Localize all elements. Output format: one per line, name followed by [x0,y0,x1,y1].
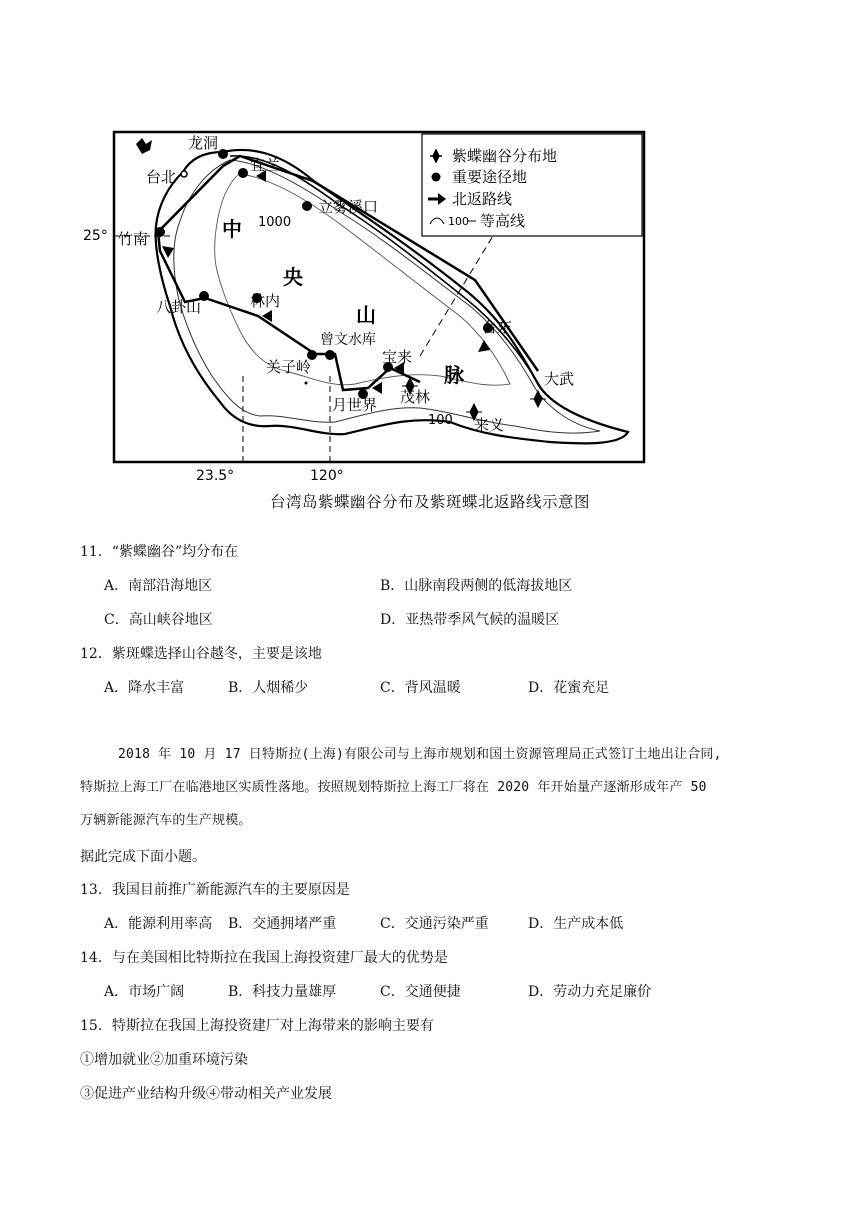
q13-option-c[interactable]: C．交通污染严重 [380,916,489,932]
range-char-2: 央 [283,265,303,289]
q11-option-d[interactable]: D．亚热带季风气候的温暖区 [380,612,560,628]
q12-option-c[interactable]: C．背风温暖 [380,680,461,696]
passage-line-3: 万辆新能源汽车的生产规模。 [80,813,252,828]
q13-option-b[interactable]: B．交通拥堵严重 [228,916,337,932]
q14-option-a[interactable]: A．市场广阔 [104,984,185,1000]
label-guanziling: 关子岭 [266,358,312,376]
passage-line-2: 特斯拉上海工厂在临港地区实质性落地。按照规划特斯拉上海工厂将在 2020 年开始量产逐渐形成年产 50 [80,780,707,795]
legend-2: 重要途径地 [452,168,528,186]
legend-4: 等高线 [480,212,526,230]
label-maolin: 茂林 [400,388,431,406]
q13-option-d[interactable]: D．生产成本低 [528,916,624,932]
legend-dot-icon [432,173,441,182]
label-baolai: 宝来 [382,348,413,366]
label-taidong: 台东 [482,318,513,336]
q13-stem: 13．我国目前推广新能源汽车的主要原因是 [80,882,350,898]
label-zhunan: 竹南 [118,230,149,248]
q11-option-c[interactable]: C．高山峡谷地区 [104,612,213,628]
q11-option-a[interactable]: A．南部沿海地区 [104,578,213,594]
map-caption: 台湾岛紫蝶幽谷分布及紫斑蝶北返路线示意图 [269,493,590,511]
legend-1: 紫蝶幽谷分布地 [452,147,558,165]
taiwan-map [80,126,660,486]
q15-item-2: ③促进产业结构升级④带动相关产业发展 [80,1086,332,1102]
label-longdong: 龙洞 [188,134,219,152]
q12-option-a[interactable]: A．降水丰富 [104,680,185,696]
butterfly-icon [136,138,152,154]
label-dawu: 大武 [544,370,575,388]
label-contour-1000: 1000 [258,215,292,230]
q11-stem: 11．“紫蝶幽谷”均分布在 [80,544,239,560]
q12-option-b[interactable]: B．人烟稀少 [228,680,309,696]
lat-25: 25° [83,228,108,244]
range-char-3: 山 [356,303,376,327]
q15-stem: 15．特斯拉在我国上海投资建厂对上海带来的影响主要有 [80,1018,434,1034]
lat-23-5: 23.5° [196,468,235,484]
label-zengwen: 曾文水库 [320,332,376,348]
label-laiyi: 来义 [474,416,505,434]
label-yilan: 宜兰 [250,156,281,174]
q15-item-1: ①增加就业②加重环境污染 [80,1052,248,1068]
label-baguashan: 八卦山 [156,298,202,316]
passage [80,738,780,837]
passage-instruction: 据此完成下面小题。 [80,849,206,865]
passage-line-1: 2018 年 10 月 17 日特斯拉(上海)有限公司与上海市规划和国土资源管理局正式签订土地出让合同, [118,747,722,762]
q13-option-a[interactable]: A．能源利用率高 [104,916,213,932]
label-taibei: 台北 [146,168,177,186]
label-liwuxikou: 立雾溪口 [318,198,379,216]
q12-stem: 12．紫斑蝶选择山谷越冬，主要是该地 [80,646,322,662]
label-yueshijie: 月世界 [332,396,378,414]
lon-120: 120° [310,468,344,484]
q14-option-c[interactable]: C．交通便捷 [380,984,461,1000]
legend-3: 北返路线 [452,190,513,208]
label-linnei: 林内 [250,292,281,310]
q12-option-d[interactable]: D．花蜜充足 [528,680,610,696]
taiwan-map-figure [80,126,660,486]
range-char-4: 脉 [444,363,464,387]
q14-stem: 14．与在美国相比特斯拉在我国上海投资建厂最大的优势是 [80,950,448,966]
label-contour-100: 100 [428,413,453,428]
legend-contour-value: 100 [448,215,469,228]
q14-option-d[interactable]: D．劳动力充足廉价 [528,984,652,1000]
q14-option-b[interactable]: B．科技力量雄厚 [228,984,337,1000]
range-char-1: 中 [222,217,242,241]
q11-option-b[interactable]: B．山脉南段两侧的低海拔地区 [380,578,573,594]
